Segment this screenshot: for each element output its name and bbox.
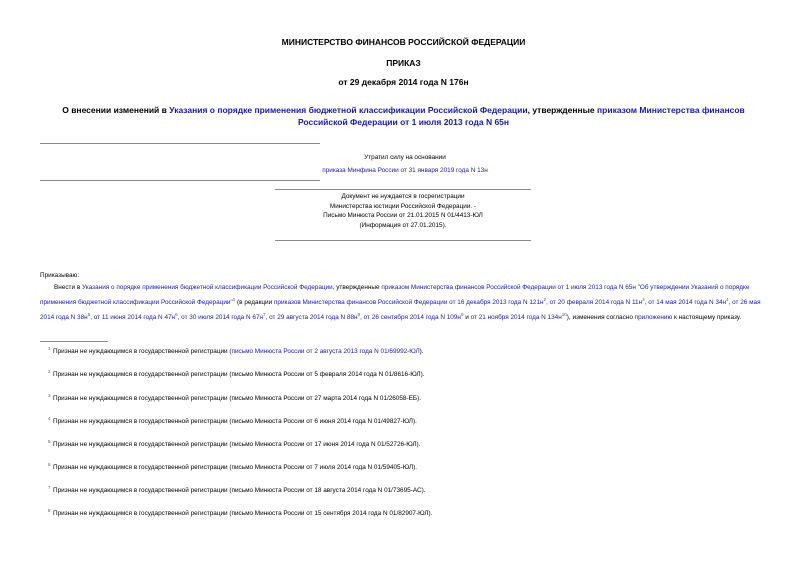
paragraph-text: , утвержденные bbox=[332, 284, 382, 291]
order-paragraph bbox=[40, 282, 772, 324]
link-instructions[interactable]: Указания о порядке применения бюджетной классификации Российской Федерации bbox=[81, 284, 333, 291]
footnote-text: Признан не нуждающимся в государственной регистрации (письмо Минюста России от 15 сентября 2014 года N 01/82907-ЮЛ). bbox=[53, 510, 433, 518]
footnote-mark: 6 bbox=[48, 462, 51, 467]
footnote-ref: 3 bbox=[642, 297, 645, 302]
footnote-text: Признан не нуждающимся в государственной регистрации (письмо Минюста России от 18 августа 2014 года N 01/73695-АС). bbox=[53, 487, 426, 495]
paragraph-text: ), изменения согласно bbox=[566, 314, 635, 322]
status-note-link[interactable]: приказа Минфина России от 31 января 2019 года N 13н bbox=[322, 166, 488, 174]
divider bbox=[275, 189, 531, 190]
link-order-109n[interactable]: , от 26 сентября 2014 года N 109н bbox=[360, 314, 461, 322]
footnote-ref: 1 bbox=[232, 297, 236, 302]
footnote-text: Признан не нуждающимся в государственной регистрации (письмо Минюста России от 5 февраля 2014 года N 01/8616-ЮЛ). bbox=[53, 371, 425, 379]
footnote-text: Признан не нуждающимся в государственной регистрации (письмо Минюста России от 7 июля 2014 года N 01/59405-ЮЛ). bbox=[53, 464, 417, 472]
document-type: ПРИКАЗ bbox=[386, 58, 421, 68]
divider bbox=[40, 180, 320, 181]
footnote-link[interactable]: письмо Минюста России от 2 августа 2013 года N 01/69992-ЮЛ bbox=[231, 348, 420, 356]
footnote-ref: 6 bbox=[175, 312, 178, 318]
link-appendix[interactable]: приложению bbox=[634, 314, 673, 322]
footnote-ref: 10 bbox=[561, 312, 567, 318]
registration-note-line: Министерства юстиции Российской Федерации. - bbox=[329, 202, 477, 210]
title-link-instructions[interactable]: Указания о порядке применения бюджетной классификации Российской Федерации bbox=[169, 105, 528, 115]
footnote-8 bbox=[48, 508, 432, 517]
registration-note bbox=[275, 192, 531, 230]
footnote-mark: 5 bbox=[48, 439, 51, 444]
footnote-ref: 7 bbox=[263, 312, 266, 318]
footnote-ref: 5 bbox=[87, 312, 91, 318]
footnote-5 bbox=[48, 439, 420, 448]
status-note bbox=[270, 153, 540, 175]
footnote-mark: 3 bbox=[48, 393, 51, 398]
link-order-121n[interactable]: приказов Министерства финансов Российской Федерации от 16 декабря 2013 года N 121н bbox=[273, 299, 544, 307]
link-order-11n[interactable]: , от 20 февраля 2014 года N 11н bbox=[546, 299, 643, 307]
footnote-mark: 8 bbox=[48, 508, 51, 513]
registration-note-line: (Информация от 27.01.2015). bbox=[359, 221, 447, 229]
footnote-1 bbox=[48, 346, 424, 355]
footnote-ref: 4 bbox=[726, 297, 729, 302]
status-note-text: Утратил силу на основании bbox=[364, 154, 446, 161]
footnote-text: Признан не нуждающимся в государственной регистрации (письмо Минюста России от 27 марта 2014 года N 01/26058-ЕБ). bbox=[53, 395, 421, 403]
registration-note-line: Документ не нуждается в госрегистрации bbox=[341, 193, 465, 200]
footnote-text: ). bbox=[419, 348, 424, 356]
document-title bbox=[40, 104, 767, 128]
footnote-2 bbox=[48, 369, 425, 378]
title-middle: , утвержденные bbox=[527, 105, 598, 115]
footnote-4 bbox=[48, 416, 417, 425]
title-link-order-65n[interactable]: приказом Министерства финансов Российской Федерации от 1 июля 2013 года N 65н bbox=[297, 105, 745, 127]
footnote-mark: 7 bbox=[48, 485, 51, 490]
footnote-divider bbox=[40, 341, 108, 342]
link-order-88n[interactable]: , от 29 августа 2014 года N 88н bbox=[265, 314, 358, 322]
paragraph-text: Внести в bbox=[54, 284, 82, 291]
paragraph-text: к настоящему приказу. bbox=[672, 314, 742, 322]
paragraph-text: и bbox=[463, 314, 471, 322]
footnote-6 bbox=[48, 462, 417, 471]
divider bbox=[40, 143, 320, 144]
footnote-mark: 1 bbox=[48, 346, 51, 351]
link-order-38n[interactable]: , от 26 мая 2014 года N 38н bbox=[40, 299, 761, 322]
title-prefix: О внесении изменений в bbox=[62, 105, 170, 115]
link-order-34n[interactable]: , от 14 мая 2014 года N 34н bbox=[644, 299, 727, 307]
footnote-text: Признан не нуждающимся в государственной регистрации (письмо Минюста России от 17 июня 2014 года N 01/52726-ЮЛ). bbox=[53, 441, 421, 449]
footnote-7 bbox=[48, 485, 426, 494]
paragraph-text: (в редакции bbox=[235, 299, 274, 307]
link-order-65n[interactable]: приказом Министерства финансов Российской Федерации от 1 июля 2013 года N 65н "Об утверждении Указаний о порядке применения бюджетной классификации Российской Федерации" bbox=[40, 284, 750, 307]
footnote-ref: 8 bbox=[357, 312, 361, 318]
footnote-mark: 4 bbox=[48, 416, 51, 421]
link-order-47n[interactable]: , от 11 июня 2014 года N 47н bbox=[90, 314, 176, 322]
footnote-3 bbox=[48, 393, 421, 402]
footnote-text: Признан не нуждающимся в государственной регистрации (письмо Минюста России от 6 июня 2014 года N 01/49827-ЮЛ). bbox=[53, 418, 417, 426]
footnote-mark: 2 bbox=[48, 369, 51, 374]
footnote-text: Признан не нуждающимся в государственной регистрации ( bbox=[53, 348, 232, 356]
divider bbox=[275, 240, 531, 241]
order-word: Приказываю: bbox=[40, 272, 80, 279]
ministry-heading: МИНИСТЕРСТВО ФИНАНСОВ РОССИЙСКОЙ ФЕДЕРАЦИИ bbox=[281, 37, 526, 47]
document-date-number: от 29 декабря 2014 года N 176н bbox=[338, 77, 469, 87]
footnote-ref: 2 bbox=[543, 297, 547, 302]
link-order-67n[interactable]: , от 30 июля 2014 года N 67н bbox=[177, 314, 264, 322]
footnote-ref: 9 bbox=[460, 312, 464, 318]
link-order-134n[interactable]: от 21 ноября 2014 года N 134н bbox=[470, 314, 562, 322]
registration-note-line: Письмо Минюста России от 21.01.2015 N 01/4413-ЮЛ bbox=[323, 212, 483, 219]
